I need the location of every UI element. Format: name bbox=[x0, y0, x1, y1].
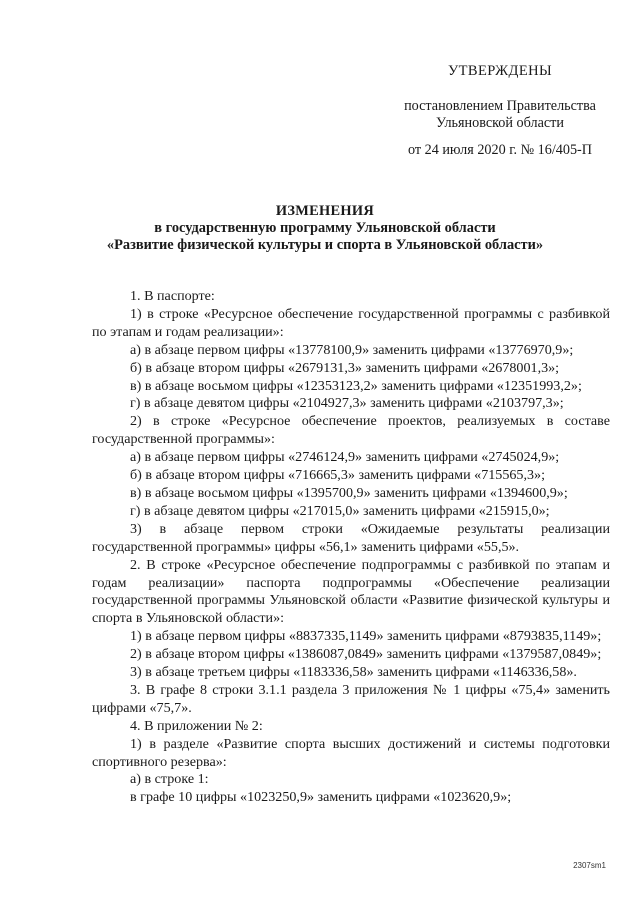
paragraph: 4. В приложении № 2: bbox=[130, 717, 263, 734]
paragraph: а) в абзаце первом цифры «13778100,9» заменить цифрами «13776970,9»; bbox=[130, 341, 574, 358]
paragraph: 3. В графе 8 строки 3.1.1 раздела 3 приложения № 1 цифры «75,4» заменить цифрами «75,7». bbox=[92, 681, 610, 716]
paragraph: в) в абзаце восьмом цифры «1395700,9» заменить цифрами «1394600,9»; bbox=[130, 484, 568, 501]
document-code: 2307sm1 bbox=[573, 861, 606, 870]
document-body bbox=[92, 288, 610, 807]
approval-line-1: постановлением Правительства bbox=[404, 98, 596, 114]
paragraph: в графе 10 цифры «1023250,9» заменить цифрами «1023620,9»; bbox=[130, 789, 512, 806]
paragraph: а) в абзаце первом цифры «2746124,9» заменить цифрами «2745024,9»; bbox=[130, 449, 560, 466]
approval-date-line: от 24 июля 2020 г. № 16/405-П bbox=[407, 142, 593, 158]
paragraph: г) в абзаце девятом цифры «2104927,3» заменить цифрами «2103797,3»; bbox=[130, 395, 564, 412]
paragraph: б) в абзаце втором цифры «2679131,3» заменить цифрами «2678001,3»; bbox=[130, 359, 560, 376]
approval-title: УТВЕРЖДЕНЫ bbox=[447, 63, 553, 79]
paragraph: 2) в строке «Ресурсное обеспечение проектов, реализуемых в составе государственной программы»: bbox=[92, 413, 610, 448]
approval-line-2: Ульяновской области bbox=[436, 115, 564, 131]
document-title: ИЗМЕНЕНИЯ bbox=[275, 203, 375, 219]
paragraph: 1) в абзаце первом цифры «8837335,1149» заменить цифрами «8793835,1149»; bbox=[130, 628, 602, 645]
paragraph: 3) в абзаце первом строки «Ожидаемые результаты реализации государственной программы» цифры «56,1» заменить цифрами «55,5». bbox=[92, 520, 610, 555]
document-subtitle-1: в государственную программу Ульяновской области bbox=[154, 220, 496, 236]
paragraph: 2. В строке «Ресурсное обеспечение подпрограммы с разбивкой по этапам и годам реализации» паспорта подпрограммы «Обеспечение реализации государственной программы Ульяновской области «Развитие физической культуры и спорта в Ульяновской области»: bbox=[92, 556, 610, 627]
paragraph: 2) в абзаце втором цифры «1386087,0849» заменить цифрами «1379587,0849»; bbox=[130, 646, 602, 663]
document-subtitle-2: «Развитие физической культуры и спорта в Ульяновской области» bbox=[106, 237, 544, 253]
paragraph: 3) в абзаце третьем цифры «1183336,58» заменить цифрами «1146336,58». bbox=[130, 664, 577, 681]
paragraph: 1) в строке «Ресурсное обеспечение государственной программы с разбивкой по этапам и годам реализации»: bbox=[92, 305, 610, 340]
paragraph: а) в строке 1: bbox=[130, 771, 209, 788]
paragraph: г) в абзаце девятом цифры «217015,0» заменить цифрами «215915,0»; bbox=[130, 502, 550, 519]
paragraph: б) в абзаце втором цифры «716665,3» заменить цифрами «715565,3»; bbox=[130, 467, 546, 484]
paragraph: 1) в разделе «Развитие спорта высших достижений и системы подготовки спортивного резерва»: bbox=[92, 735, 610, 770]
paragraph: 1. В паспорте: bbox=[130, 288, 215, 304]
paragraph: в) в абзаце восьмом цифры «12353123,2» заменить цифрами «12351993,2»; bbox=[130, 377, 582, 394]
